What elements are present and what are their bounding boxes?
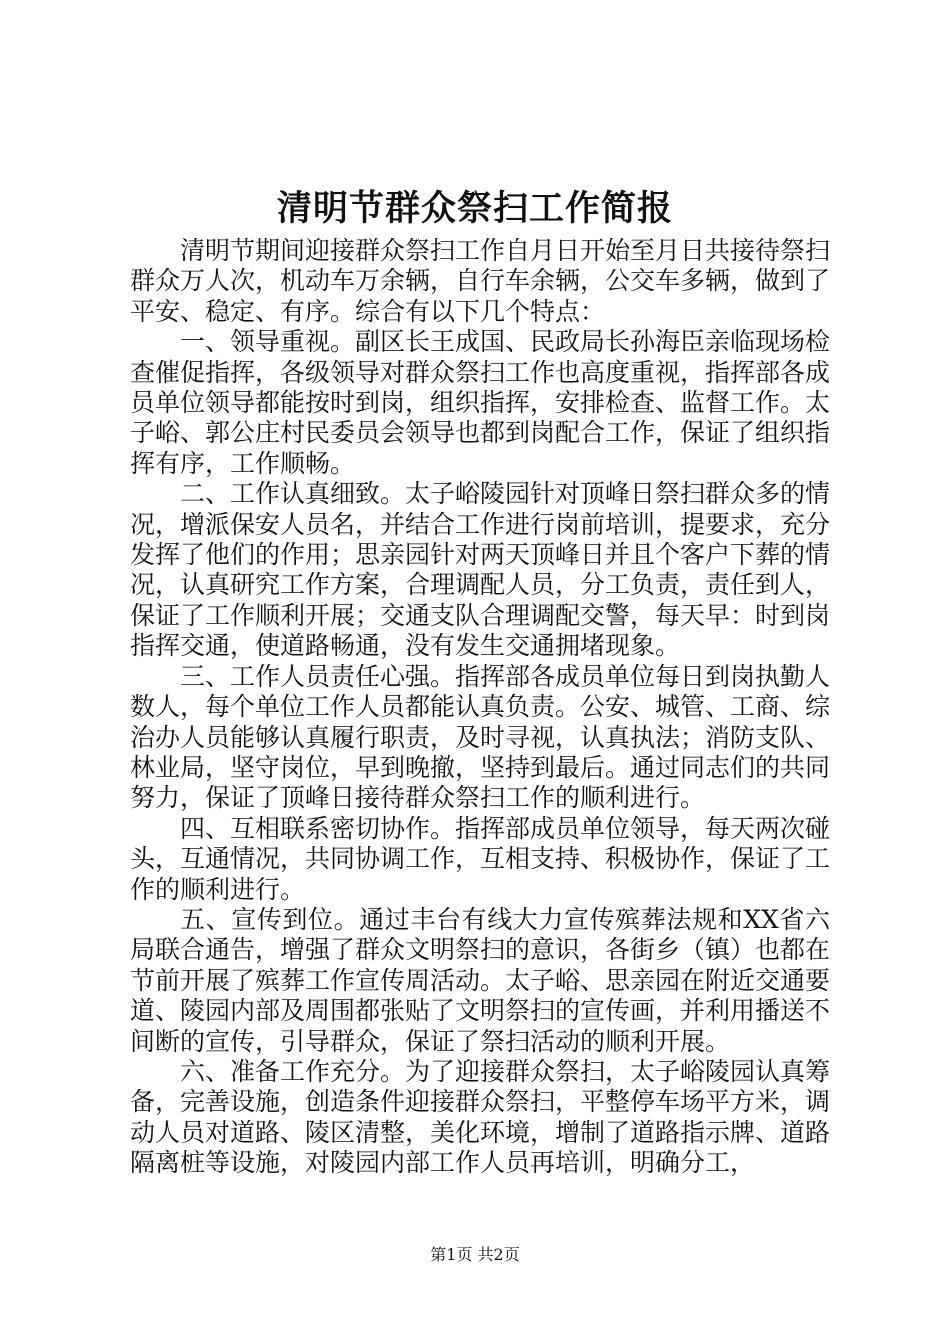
paragraph-intro: 清明节期间迎接群众祭扫工作自月日开始至月日共接待祭扫群众万人次，机动车万余辆，自行车余辆，公交车多辆，做到了平安、稳定、有序。综合有以下几个特点： [130,236,831,326]
paragraph-cooperation: 四、互相联系密切协作。指挥部成员单位领导，每天两次碰头，互通情况，共同协调工作，互相支持、积极协作，保证了工作的顺利进行。 [130,813,831,904]
paragraph-leadership: 一、领导重视。副区长王成国、民政局长孙海臣亲临现场检查催促指挥，各级领导对群众祭扫工作也高度重视，指挥部各成员单位领导都能按时到岗，组织指挥，安排检查、监督工作。太子峪、郭公庄村民委员会领导也都到岗配合工作，保证了组织指挥有序，工作顺畅。 [130,327,831,478]
page-number-footer: 第1页 共2页 [430,1245,520,1264]
paragraph-responsibility: 三、工作人员责任心强。指挥部各成员单位每日到岗执勤人数人，每个单位工作人员都能认真负责。公安、城管、工商、综治办人员能够认真履行职责，及时寻视，认真执法；消防支队、林业局，坚守岗位，早到晚撤，坚持到最后。通过同志们的共同努力，保证了顶峰日接待群众祭扫工作的顺利进行。 [130,661,831,813]
paragraph-publicity: 五、宣传到位。通过丰台有线大力宣传殡葬法规和XX省六局联合通告，增强了群众文明祭扫的意识，各街乡（镇）也都在节前开展了殡葬工作宣传周活动。太子峪、思亲园在附近交通要道、陵园内部及周围都张贴了文明祭扫的宣传画，并利用播送不间断的宣传，引导群众，保证了祭扫活动的顺利开展。 [130,904,831,1056]
paragraph-preparation: 六、准备工作充分。为了迎接群众祭扫，太子峪陵园认真筹备，完善设施，创造条件迎接群众祭扫，平整停车场平方米，调动人员对道路、陵区清整，美化环境，增制了道路指示牌、道路隔离桩等设施，对陵园内部工作人员再培训，明确分工， [130,1056,831,1178]
document-body [130,236,830,1179]
document-title: 清明节群众祭扫工作简报 [276,188,673,229]
paragraph-careful-work: 二、工作认真细致。太子峪陵园针对顶峰日祭扫群众多的情况，增派保安人员名，并结合工作进行岗前培训，提要求，充分发挥了他们的作用；思亲园针对两天顶峰日并且个客户下葬的情况，认真研究工作方案，合理调配人员，分工负责，责任到人，保证了工作顺利开展；交通支队合理调配交警，每天早：时到岗指挥交通，使道路畅通，没有发生交通拥堵现象。 [130,479,831,661]
